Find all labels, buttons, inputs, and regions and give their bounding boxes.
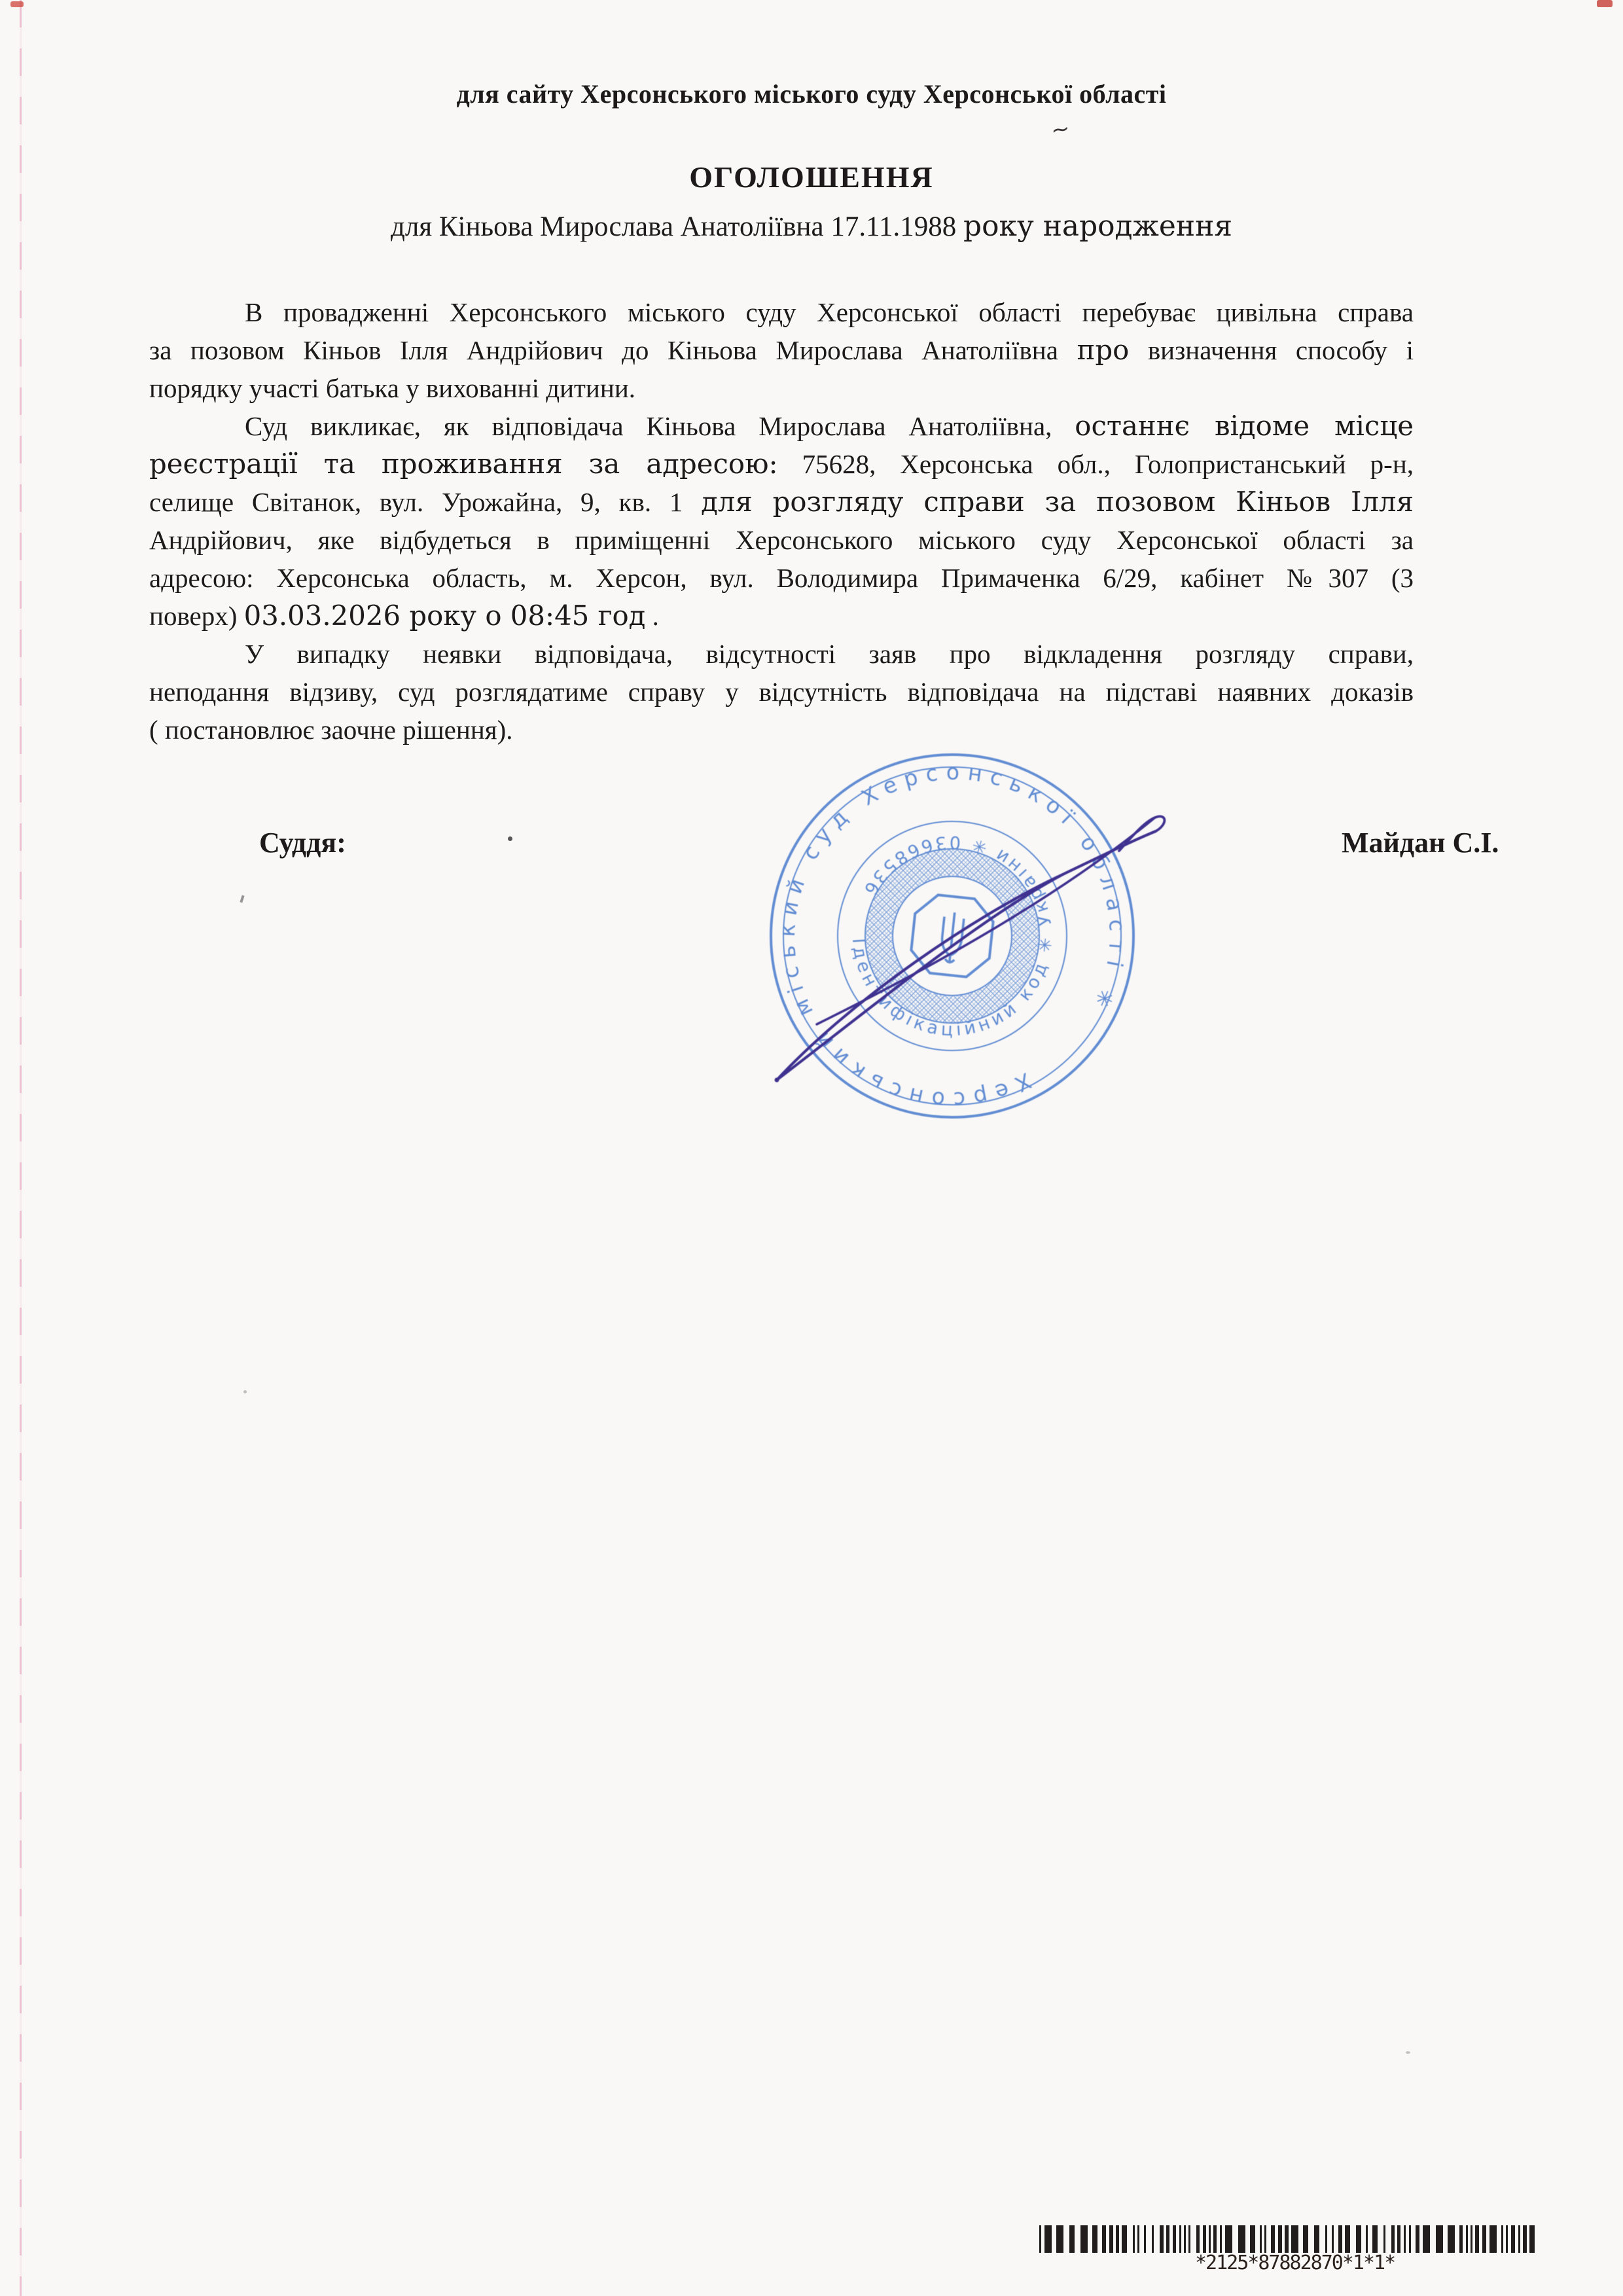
barcode-bar (1518, 2225, 1520, 2253)
seal-outer-ring-text: Херсонський міський суд Херсонської області ✳ (774, 759, 1131, 1113)
barcode (1039, 2225, 1541, 2253)
inserted-text-segment: реєстрації та проживання за адресою: (149, 448, 778, 480)
barcode-bar (1250, 2225, 1255, 2253)
barcode-bar (1345, 2225, 1350, 2253)
barcode-bar (1383, 2225, 1385, 2253)
barcode-bar (1338, 2225, 1342, 2253)
text-line (149, 483, 1414, 521)
barcode-bar (1220, 2225, 1222, 2253)
judge-label: Суддя: (259, 827, 346, 859)
barcode-bar (1102, 2225, 1106, 2253)
barcode-bar (1475, 2225, 1479, 2253)
barcode-bar (1459, 2225, 1463, 2253)
barcode-bar (1391, 2225, 1395, 2253)
text-segment: Андрійович, яке відбудеться в приміщенні Херсонського міського суду Херсонської області за (149, 525, 1414, 555)
text-segment: В провадженні Херсонського міського суду Херсонської області перебуває цивільна справа (245, 297, 1414, 327)
barcode-bar (1264, 2225, 1266, 2253)
barcode-bar (1152, 2225, 1154, 2253)
text-segment: Суд викликає, як відповідача Кіньова Мирослава Анатоліївна, (245, 411, 1075, 441)
inserted-text-segment: року народження (963, 209, 1232, 243)
court-seal-and-signature (720, 733, 1211, 1152)
barcode-bar (1291, 2225, 1298, 2253)
text-line (149, 445, 1414, 483)
text-line (149, 331, 1414, 369)
barcode-bar (1416, 2225, 1419, 2253)
barcode-bar (1285, 2225, 1289, 2253)
document-subtitle (0, 209, 1623, 243)
barcode-bar (1109, 2225, 1113, 2253)
text-segment: селище Світанок, вул. Урожайна, 9, кв. 1 (149, 487, 702, 517)
text-line (149, 521, 1414, 559)
text-segment: поверх) (149, 601, 244, 631)
barcode-bar (1173, 2225, 1176, 2253)
barcode-bar (1332, 2225, 1334, 2253)
barcode-bar (1482, 2225, 1486, 2253)
page-title: ОГОЛОШЕННЯ (689, 160, 934, 194)
barcode-bar (1325, 2225, 1327, 2253)
text-line (149, 673, 1414, 711)
barcode-bar (1160, 2225, 1164, 2253)
text-segment: за позовом Кіньов Ілля Андрійович до Кіньова Мирослава Анатоліївна (149, 335, 1077, 365)
paragraph (149, 407, 1414, 635)
barcode-bar (1314, 2225, 1319, 2253)
scan-corner-mark-top-right (1597, 0, 1613, 7)
text-segment: для Кіньова Мирослава Анатоліївна 17.11.1988 (390, 211, 964, 242)
scan-dot-artifact (508, 836, 512, 841)
barcode-bar (1039, 2225, 1041, 2253)
barcode-bar (1489, 2225, 1497, 2253)
barcode-bar (1213, 2225, 1217, 2253)
barcode-bar (1471, 2225, 1472, 2253)
text-segment: . (645, 601, 659, 631)
barcode-bar (1501, 2225, 1503, 2253)
barcode-bar (1069, 2225, 1075, 2253)
barcode-bar (1133, 2225, 1135, 2253)
scan-tick-artifact (240, 895, 244, 903)
barcode-text: *2125*87882870*1*1* (1195, 2251, 1395, 2274)
barcode-bar (1144, 2225, 1146, 2253)
barcode-bar (1529, 2225, 1535, 2253)
scan-corner-mark-top-left (10, 1, 24, 7)
barcode-bar (1356, 2225, 1361, 2253)
barcode-bar (1506, 2225, 1508, 2253)
text-line (149, 559, 1414, 597)
barcode-bar (1184, 2225, 1186, 2253)
barcode-bar (1366, 2225, 1368, 2253)
barcode-bar (1271, 2225, 1275, 2253)
barcode-bar (1523, 2225, 1527, 2253)
barcode-bar (1423, 2225, 1430, 2253)
text-line (149, 597, 1414, 635)
barcode-bar (1448, 2225, 1455, 2253)
document-body (149, 293, 1414, 749)
barcode-bar (1209, 2225, 1211, 2253)
scan-squiggle-artifact: ∼ (1049, 116, 1072, 143)
barcode-bar (1511, 2225, 1515, 2253)
barcode-bar (1179, 2225, 1181, 2253)
barcode-bar (1203, 2225, 1206, 2253)
barcode-bar (1092, 2225, 1097, 2253)
inserted-text-segment: про (1077, 334, 1130, 366)
text-line (149, 293, 1414, 331)
barcode-bar (1409, 2225, 1411, 2253)
barcode-bar (1116, 2225, 1119, 2253)
barcode-bar (1056, 2225, 1063, 2253)
scan-speck-artifact (1406, 2051, 1410, 2054)
seal-inner-ring-text: Ідентифікаційний код ✳ України ✳ 03668536 (847, 831, 1057, 1041)
inserted-text-segment: останнє відоме місце (1075, 410, 1414, 442)
barcode-bar (1166, 2225, 1169, 2253)
scan-edge-line-artifact (20, 0, 22, 2296)
barcode-bar (1188, 2225, 1190, 2253)
barcode-bar (1137, 2225, 1139, 2253)
inserted-text-segment: для розгляду справи за позовом Кіньов Ілля (701, 486, 1414, 518)
barcode-bar (1372, 2225, 1378, 2253)
barcode-bar (1080, 2225, 1088, 2253)
site-header-line: для сайту Херсонського міського суду Херсонської області (456, 79, 1167, 109)
text-segment: порядку участі батька у вихованні дитини. (149, 373, 636, 403)
barcode-bar (1260, 2225, 1262, 2253)
scan-speck-artifact (243, 1390, 247, 1393)
paragraph (149, 293, 1414, 407)
barcode-bar (1225, 2225, 1232, 2253)
text-segment: адресою: Херсонська область, м. Херсон, вул. Володимира Примаченка 6/29, кабінет №307 (3 (149, 563, 1414, 593)
barcode-bar (1278, 2225, 1282, 2253)
text-segment: У випадку неявки відповідача, відсутності заяв про відкладення розгляду справи, (245, 639, 1414, 669)
barcode-bar (1404, 2225, 1406, 2253)
text-segment: 75628, Херсонська обл., Голопристанський р-н, (777, 449, 1414, 479)
barcode-bar (1238, 2225, 1245, 2253)
text-segment: ( постановлює заочне рішення). (149, 715, 513, 745)
inserted-text-segment: 03.03.2026 року о 08:45 год (243, 600, 646, 632)
barcode-bar (1466, 2225, 1468, 2253)
barcode-bar (1196, 2225, 1200, 2253)
barcode-bar (1122, 2225, 1127, 2253)
text-segment: неподання відзиву, суд розглядатиме справу у відсутність відповідача на підставі наявних доказів (149, 677, 1414, 707)
text-line (149, 407, 1414, 445)
text-segment: визначення способу і (1129, 335, 1414, 365)
barcode-bar (1303, 2225, 1308, 2253)
text-line (149, 369, 1414, 407)
paragraph (149, 635, 1414, 749)
text-line (149, 635, 1414, 673)
barcode-bar (1397, 2225, 1400, 2253)
barcode-bar (1436, 2225, 1443, 2253)
judge-name: Майдан С.І. (1342, 827, 1499, 859)
barcode-bar (1044, 2225, 1052, 2253)
